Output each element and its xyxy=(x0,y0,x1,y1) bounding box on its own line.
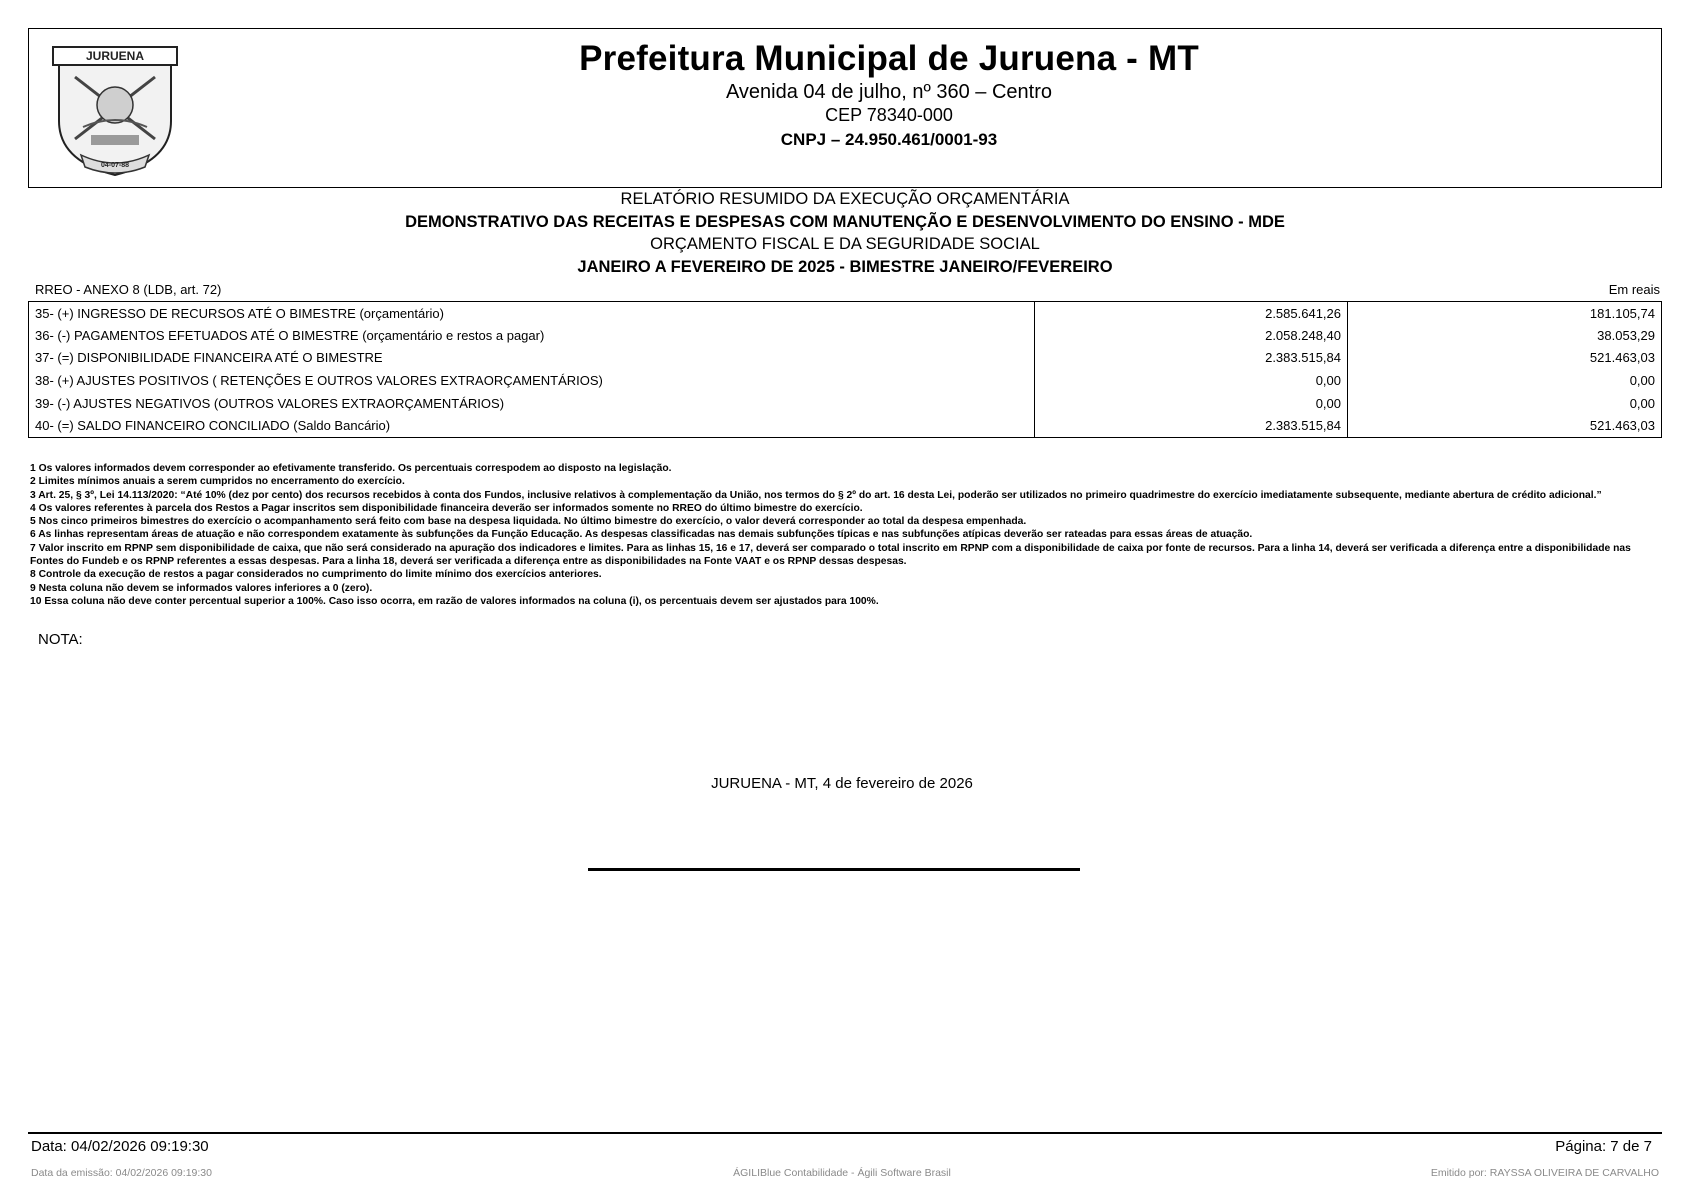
row-value-1: 2.058.248,40 xyxy=(1035,324,1348,347)
nota-label: NOTA: xyxy=(38,631,83,648)
table-row xyxy=(29,347,1662,370)
footer-date: Data: 04/02/2026 09:19:30 xyxy=(31,1138,209,1155)
issued-by: Emitido por: RAYSSA OLIVEIRA DE CARVALHO xyxy=(1430,1167,1659,1179)
report-period: JANEIRO A FEVEREIRO DE 2025 - BIMESTRE JANEIRO/FEVEREIRO xyxy=(577,257,1113,276)
page-number: Página: 7 de 7 xyxy=(1555,1138,1652,1155)
row-value-1: 0,00 xyxy=(1035,392,1348,415)
emission-date: Data da emissão: 04/02/2026 09:19:30 xyxy=(31,1167,212,1179)
table-row xyxy=(29,392,1662,415)
report-subtitle: DEMONSTRATIVO DAS RECEITAS E DESPESAS COM MANUTENÇÃO E DESENVOLVIMENTO DO ENSINO - MDE xyxy=(405,212,1285,231)
report-titles xyxy=(28,188,1662,278)
row-value-2: 0,00 xyxy=(1629,395,1655,411)
footnote: 9 Nesta coluna não devem se informados valores inferiores a 0 (zero). xyxy=(30,582,373,594)
annex-label: RREO - ANEXO 8 (LDB, art. 72) xyxy=(35,282,222,297)
unit-label: Em reais xyxy=(1608,282,1660,297)
municipal-coat-of-arms-logo xyxy=(41,43,189,179)
row-value-2: 38.053,29 xyxy=(1597,327,1655,343)
row-label: 40- (=) SALDO FINANCEIRO CONCILIADO (Saldo Bancário) xyxy=(29,414,1035,437)
row-value-2: 0,00 xyxy=(1629,373,1655,389)
row-label: 39- (-) AJUSTES NEGATIVOS (OUTROS VALORES EXTRAORÇAMENTÁRIOS) xyxy=(29,392,1035,415)
org-address: Avenida 04 de julho, nº 360 – Centro xyxy=(725,81,1053,103)
svg-text:JURUENA: JURUENA xyxy=(85,49,145,63)
table-row xyxy=(29,369,1662,392)
footnotes xyxy=(30,462,1655,608)
org-cep: CEP 78340-000 xyxy=(825,105,953,125)
row-label: 38- (+) AJUSTES POSITIVOS ( RETENÇÕES E OUTROS VALORES EXTRAORÇAMENTÁRIOS) xyxy=(29,369,1035,392)
row-label: 37- (=) DISPONIBILIDADE FINANCEIRA ATÉ O BIMESTRE xyxy=(29,347,1035,370)
report-title: RELATÓRIO RESUMIDO DA EXECUÇÃO ORÇAMENTÁRIA xyxy=(620,190,1070,208)
svg-text:04-07-88: 04-07-88 xyxy=(100,162,130,169)
org-cnpj: CNPJ – 24.950.461/0001-93 xyxy=(780,130,998,149)
row-value-1: 2.383.515,84 xyxy=(1035,347,1348,370)
header-box xyxy=(28,28,1662,188)
row-value-1: 2.383.515,84 xyxy=(1035,414,1348,437)
footnote: 6 As linhas representam áreas de atuação e não correspondem exatamente às subfunções da Função Educação. As despesas classificadas nas demais subfunções típicas e nas subfunções atípicas deverão ser rateadas para essas áreas de atuação. xyxy=(30,529,1253,541)
row-label: 35- (+) INGRESSO DE RECURSOS ATÉ O BIMESTRE (orçamentário) xyxy=(29,302,1035,325)
footnote: 3 Art. 25, § 3º, Lei 14.113/2020: “Até 10% (dez por cento) dos recursos recebidos à conta dos Fundos, inclusive relativos à complementação da União, nos termos do § 2º do art. 16 desta Lei, poderão ser utilizados no primeiro quadrimestre do exercício imediatamente subsequente, mediante abertura de crédito adicional.” xyxy=(30,489,1602,501)
footnote: 10 Essa coluna não deve conter percentual superior a 100%. Caso isso ocorra, em razão de valores informados na coluna (i), os percentuais devem ser ajustados para 100%. xyxy=(30,595,879,607)
software-credit: ÁGILIBlue Contabilidade - Ágili Software Brasil xyxy=(733,1167,951,1179)
footnote: 8 Controle da execução de restos a pagar considerados no cumprimento do limite mínimo dos exercícios anteriores. xyxy=(30,569,602,581)
signature-line xyxy=(588,868,1080,871)
report-scope: ORÇAMENTO FISCAL E DA SEGURIDADE SOCIAL xyxy=(650,235,1040,253)
table-row xyxy=(29,414,1662,437)
table-row xyxy=(29,302,1662,325)
row-label: 36- (-) PAGAMENTOS EFETUADOS ATÉ O BIMESTRE (orçamentário e restos a pagar) xyxy=(29,324,1035,347)
footnote: 7 Valor inscrito em RPNP sem disponibilidade de caixa, que não será considerado na apuração dos indicadores e limites. Para as linhas 15, 16 e 17, deverá ser comparado o total inscrito em RPNP com a disponibilidade de caixa por fonte de recursos. Para a linha 14, deverá ser verificada a diferença entre a disponibilidade nas Fontes do Fundeb e os RPNP referentes a essas despesas. Para a linha 18, deverá ser verificada a diferença entre as disponibilidades na Fonte VAAT e os RPNP dessas despesas. xyxy=(30,542,1631,568)
footnote: 2 Limites mínimos anuais a serem cumpridos no encerramento do exercício. xyxy=(30,476,405,488)
row-value-2: 521.463,03 xyxy=(1589,418,1655,434)
footnote: 4 Os valores referentes à parcela dos Restos a Pagar inscritos sem disponibilidade financeira deverão ser informados somente no RREO do último bimestre do exercício. xyxy=(30,502,863,514)
org-name: Prefeitura Municipal de Juruena - MT xyxy=(579,39,1199,78)
row-value-1: 0,00 xyxy=(1035,369,1348,392)
row-value-2: 181.105,74 xyxy=(1589,305,1655,321)
city-date: JURUENA - MT, 4 de fevereiro de 2026 xyxy=(711,775,973,792)
row-value-2: 521.463,03 xyxy=(1589,350,1655,366)
footnote: 5 Nos cinco primeiros bimestres do exercício o acompanhamento será feito com base na despesa liquidada. No último bimestre do exercício, o valor deverá corresponder ao total da despesa empenhada. xyxy=(30,516,1027,528)
footnote: 1 Os valores informados devem corresponder ao efetivamente transferido. Os percentuais correspodem ao disposto na legislação. xyxy=(30,463,672,474)
table-row xyxy=(29,324,1662,347)
financial-table xyxy=(28,301,1662,438)
footer-divider xyxy=(28,1132,1662,1134)
row-value-1: 2.585.641,26 xyxy=(1035,302,1348,325)
